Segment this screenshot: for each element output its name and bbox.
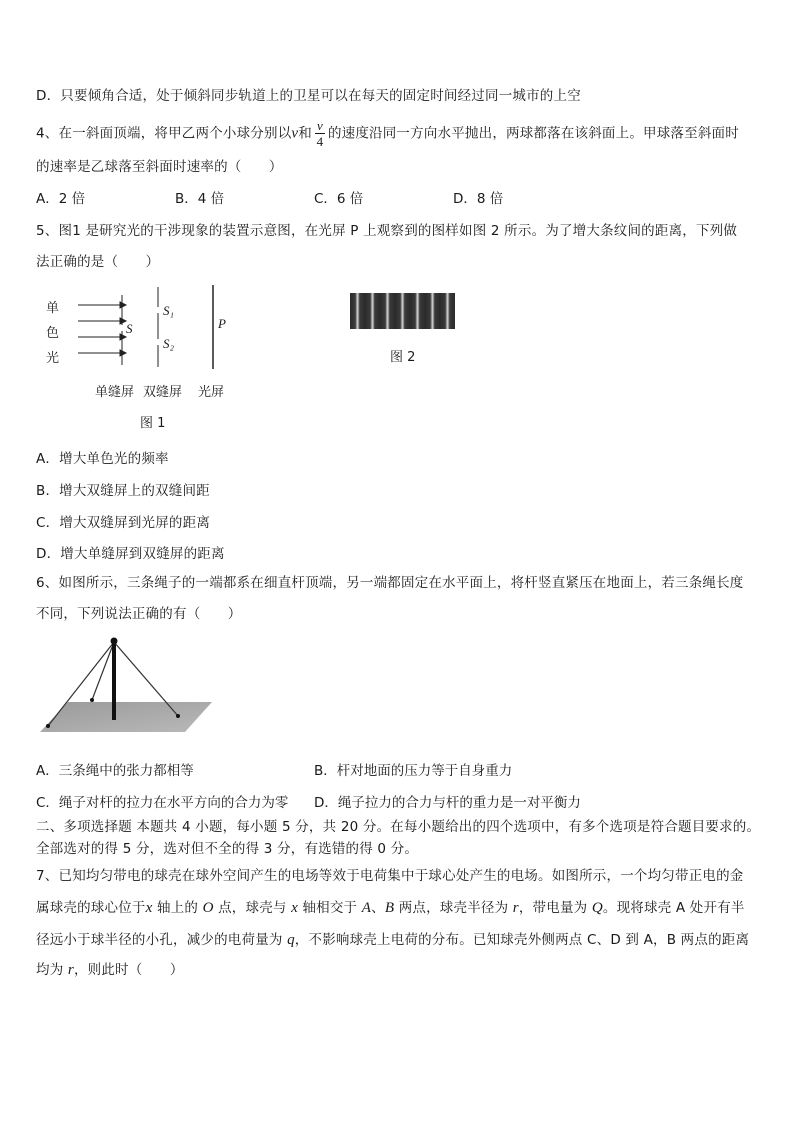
q4-fraction: $\frac{v}{4}$ <box>316 118 324 149</box>
q4-stem-line1: 4、在一斜面顶端，将甲乙两个小球分别以v和 $\frac{v}{4}$ 的速度沿同一方向水平抛出，两球都落在该斜面上。甲球落至斜面时 <box>36 118 739 149</box>
light-char-1: 单 <box>46 301 60 316</box>
q7-stem-line3: 径远小于球半径的小孔，减少的电荷量为 q，不影响球壳上电荷的分布。已知球壳外侧两点 C、D 到 A，B 两点的距离 <box>36 932 750 948</box>
pole-top-knob <box>111 638 118 645</box>
q7-stem-line4: 均为 r，则此时（ ） <box>36 962 184 978</box>
q7-stem-line1: 7、已知均匀带电的球壳在球外空间产生的电场等效于电荷集中于球心处产生的电场。如图所示，一个均匀带正电的金 <box>36 868 744 884</box>
q5-stem-line1: 5、图1 是研究光的干涉现象的装置示意图，在光屏 P 上观察到的图样如图 2 所示。为了增大条纹间的距离，下列做 <box>36 223 738 239</box>
light-char-2: 色 <box>46 326 60 341</box>
q4-option-c[interactable]: C．6 倍 <box>314 191 364 207</box>
light-char-3: 光 <box>46 351 60 366</box>
figure-pole-with-ropes <box>40 632 215 736</box>
label-single-slit-screen: 单缝屏 <box>95 385 135 400</box>
fringe-pattern-drawing <box>350 293 455 329</box>
rope-anchor-2 <box>90 698 94 702</box>
ray-arrow-1 <box>120 302 126 308</box>
ground-plane <box>40 702 212 732</box>
q7-stem-line2: 属球壳的球心位于x 轴上的 O 点，球壳与 x 轴相交于 A、B 两点，球壳半径为 r，带电量为 Q。现将球壳 A 处开有半 <box>36 900 745 916</box>
slit-S2-label: S₂ <box>163 336 175 351</box>
q6-option-c[interactable]: C．绳子对杆的拉力在水平方向的合力为零 <box>36 795 289 811</box>
q4-option-b[interactable]: B．4 倍 <box>175 191 225 207</box>
screen-P-label: P <box>218 316 226 331</box>
q5-option-d[interactable]: D．增大单缝屏到双缝屏的距离 <box>36 546 225 562</box>
slit-S1-label: S₁ <box>163 303 175 318</box>
label-light-screen: 光屏 <box>198 385 225 400</box>
section-2-instructions-line2: 全部选对的得 5 分，选对但不全的得 3 分，有选错的得 0 分。 <box>36 841 419 857</box>
figure-2-fringe-pattern <box>350 293 455 329</box>
q3-option-d: D．只要倾角合适，处于倾斜同步轨道上的卫星可以在每天的固定时间经过同一城市的上空 <box>36 88 581 104</box>
q4-speed-v: v <box>291 125 299 142</box>
pole-ropes-drawing <box>40 632 215 736</box>
label-double-slit-screen: 双缝屏 <box>143 385 183 400</box>
rope-anchor-1 <box>46 724 50 728</box>
q4-option-a[interactable]: A．2 倍 <box>36 191 86 207</box>
figure-2-caption: 图 2 <box>390 350 416 365</box>
q6-option-a[interactable]: A．三条绳中的张力都相等 <box>36 763 194 779</box>
apparatus-drawing <box>40 285 260 385</box>
q5-option-b[interactable]: B．增大双缝屏上的双缝间距 <box>36 483 210 499</box>
rope-anchor-3 <box>176 714 180 718</box>
fringes <box>350 293 455 329</box>
slit-S-label: S <box>126 321 133 336</box>
q4-stem-line2: 的速率是乙球落至斜面时速率的（ ） <box>36 159 283 175</box>
q6-stem-line1: 6、如图所示，三条绳子的一端都系在细直杆顶端，另一端都固定在水平面上，将杆竖直紧压在地面上，若三条绳长度 <box>36 575 744 591</box>
figure-1-caption: 图 1 <box>140 416 166 431</box>
figure-1-interference-apparatus <box>40 285 260 435</box>
q4-option-d[interactable]: D．8 倍 <box>453 191 504 207</box>
rope-2 <box>92 642 114 700</box>
q5-option-a[interactable]: A．增大单色光的频率 <box>36 451 169 467</box>
q6-stem-line2: 不同，下列说法正确的有（ ） <box>36 606 242 622</box>
section-2-instructions-line1: 二、多项选择题 本题共 4 小题，每小题 5 分，共 20 分。在每小题给出的四个选项中，有多个选项是符合题目要求的。 <box>36 819 761 835</box>
ray-arrow-4 <box>120 350 126 356</box>
q6-option-d[interactable]: D．绳子拉力的合力与杆的重力是一对平衡力 <box>314 795 581 811</box>
q5-option-c[interactable]: C．增大双缝屏到光屏的距离 <box>36 515 211 531</box>
q5-stem-line2: 法正确的是（ ） <box>36 254 160 270</box>
q6-option-b[interactable]: B．杆对地面的压力等于自身重力 <box>314 763 513 779</box>
